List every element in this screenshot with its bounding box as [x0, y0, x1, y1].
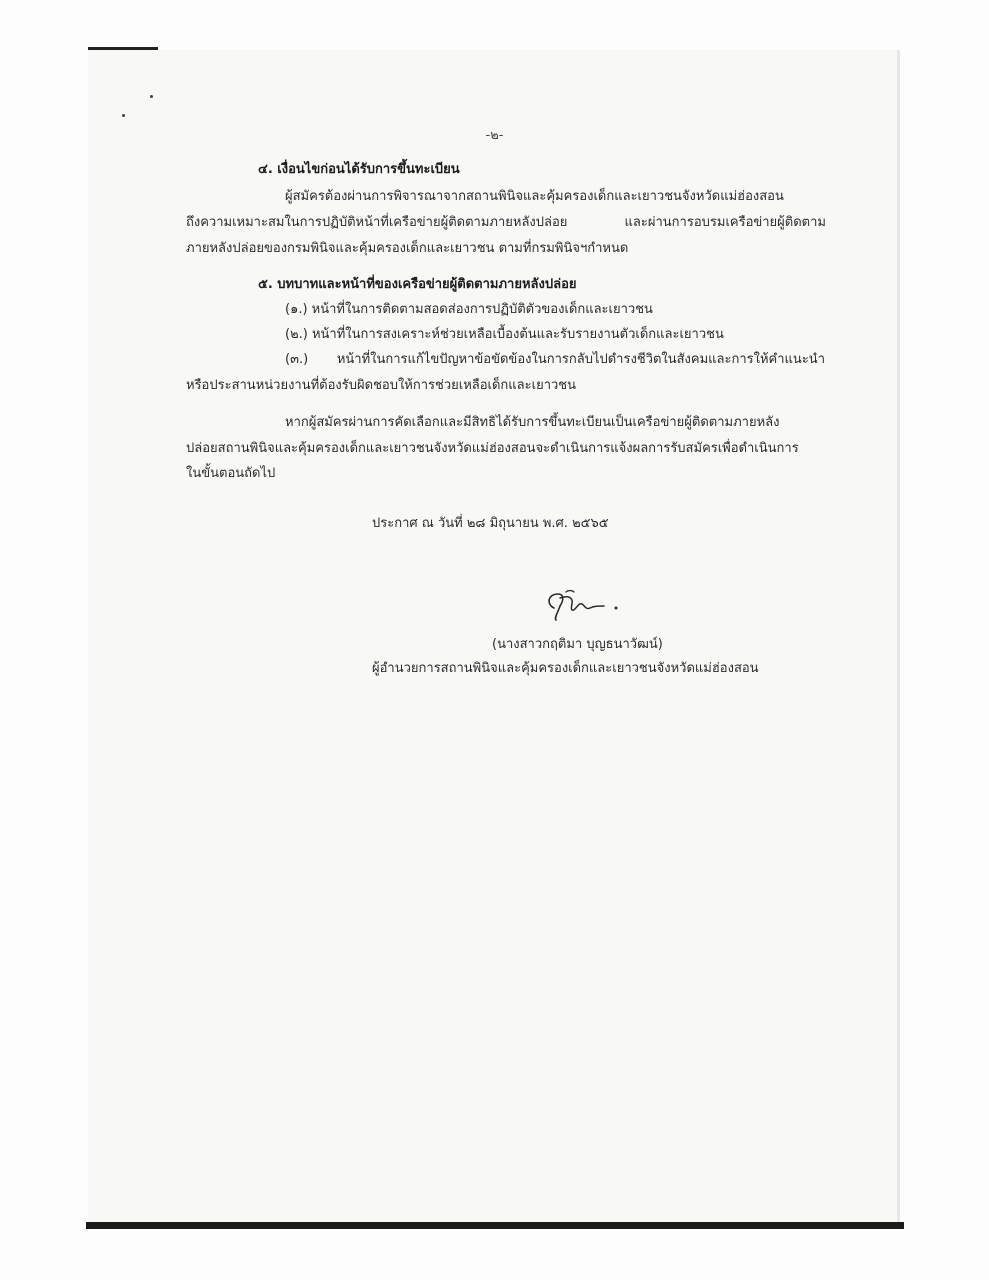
section-4-heading: ๔. เงื่อนไขก่อนได้รับการขึ้นทะเบียน — [258, 162, 460, 177]
section-4-line-1: ผู้สมัครต้องผ่านการพิจารณาจากสถานพินิจและคุ้มครองเด็กและเยาวชนจังหวัดแม่ฮ่องสอน — [285, 189, 784, 204]
section-5-item-2: (๒.) หน้าที่ในการสงเคราะห์ช่วยเหลือเบื้องต้นและรับรายงานตัวเด็กและเยาวชน — [285, 327, 724, 342]
section-4-line-2: ถึงความเหมาะสมในการปฏิบัติหน้าที่เครือข่ายผู้ติดตามภายหลังปล่อย และผ่านการอบรมเครือข่ายผู้ติดตาม — [186, 215, 826, 230]
signatory-position: ผู้อำนวยการสถานพินิจและคุ้มครองเด็กและเยาวชนจังหวัดแม่ฮ่องสอน — [372, 661, 759, 676]
closing-line-1: หากผู้สมัครผ่านการคัดเลือกและมีสิทธิได้รับการขึ้นทะเบียนเป็นเครือข่ายผู้ติดตามภายหลัง — [285, 415, 780, 430]
closing-line-2: ปล่อยสถานพินิจและคุ้มครองเด็กและเยาวชนจังหวัดแม่ฮ่องสอนจะดำเนินการแจ้งผลการรับสมัครเพื่อดำเนินการ — [186, 441, 799, 456]
section-5-item-1: (๑.) หน้าที่ในการติดตามสอดส่องการปฏิบัติตัวของเด็กและเยาวชน — [285, 302, 653, 317]
signatory-name: (นางสาวกฤติมา บุญธนาวัฒน์) — [492, 637, 663, 652]
scan-speck — [150, 95, 153, 98]
scan-speck — [122, 114, 125, 117]
section-5-heading: ๕. บทบาทและหน้าที่ของเครือข่ายผู้ติดตามภายหลังปล่อย — [258, 277, 577, 292]
section-4-line-3: ภายหลังปล่อยของกรมพินิจและคุ้มครองเด็กและเยาวชน ตามที่กรมพินิจฯกำหนด — [186, 241, 629, 256]
announcement-date: ประกาศ ณ วันที่ ๒๘ มิถุนายน พ.ศ. ๒๕๖๕ — [372, 516, 609, 531]
page-number: -๒- — [485, 128, 504, 143]
section-5-item-3-continuation: หรือประสานหน่วยงานที่ต้องรับผิดชอบให้การช่วยเหลือเด็กและเยาวชน — [186, 378, 576, 393]
page-bottom-edge — [86, 1222, 904, 1229]
handwritten-signature — [542, 586, 627, 622]
section-5-item-3: (๓.) หน้าที่ในการแก้ไขปัญหาข้อขัดข้องในการกลับไปดำรงชีวิตในสังคมและการให้คำแนะนำ — [285, 352, 825, 367]
closing-line-3: ในขั้นตอนถัดไป — [186, 466, 276, 481]
